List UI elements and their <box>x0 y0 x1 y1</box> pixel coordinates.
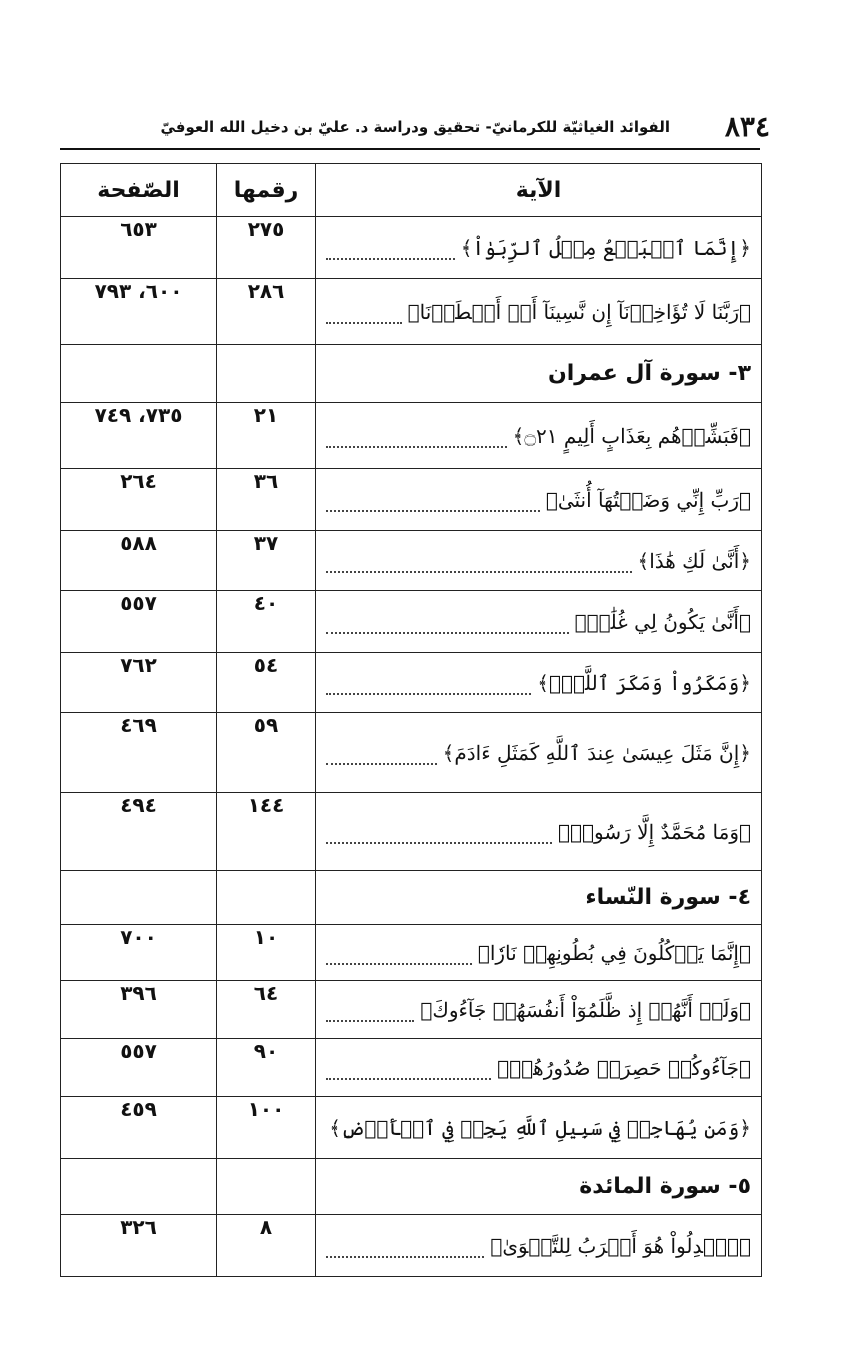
running-header <box>60 108 770 150</box>
verse-number-cell: ٥٤ <box>217 653 316 713</box>
surah-heading-row <box>61 345 762 403</box>
page-reference-cell: ٥٨٨ <box>61 531 217 591</box>
table-row <box>61 531 762 591</box>
verse-number-cell: ٢٧٥ <box>217 217 316 279</box>
table-row <box>61 793 762 871</box>
page-reference-cell: ٧٦٢ <box>61 653 217 713</box>
verse-text: ﴿رَبَّنَا لَا تُؤَاخِذۡنَآ إِن نَّسِينَآ أَوۡ أَخۡطَأۡنَا﴾ <box>407 299 751 324</box>
leader-dots <box>326 1066 491 1080</box>
verse-number-cell: ٦٤ <box>217 981 316 1039</box>
verse-text: ﴿أَنَّىٰ لَكِ هَٰذَا﴾ <box>637 548 751 573</box>
page-reference-cell <box>61 871 217 925</box>
surah-title-cell <box>316 871 762 925</box>
leader-dots <box>326 559 632 573</box>
verse-number-cell: ١٠ <box>217 925 316 981</box>
table-row <box>61 279 762 345</box>
table-row <box>61 1215 762 1277</box>
leader-dots <box>326 681 531 695</box>
page-reference-cell <box>61 345 217 403</box>
verse-number-cell: ٣٧ <box>217 531 316 591</box>
verse-number-cell <box>217 871 316 925</box>
verse-number-cell: ٢١ <box>217 403 316 469</box>
verse-cell <box>316 531 762 591</box>
verse-number-cell: ١٠٠ <box>217 1097 316 1159</box>
leader-dots <box>326 434 507 448</box>
verse-text: ﴿ٱعۡدِلُواْ هُوَ أَقۡرَبُ لِلتَّقۡوَىٰ﴾ <box>490 1233 751 1258</box>
verse-text: ﴿وَلَوۡ أَنَّهُمۡ إِذ ظَّلَمُوٓاْ أَنفُسَهُمۡ جَآءُوكَ﴾ <box>420 997 751 1022</box>
leader-dots <box>326 246 455 260</box>
verse-text: ﴿جَآءُوكُمۡ حَصِرَتۡ صُدُورُهُمۡ﴾ <box>497 1055 751 1080</box>
verse-cell <box>316 713 762 793</box>
column-header-number: رقمها <box>217 164 316 217</box>
verse-text: ﴿فَبَشِّرۡهُم بِعَذَابٍ أَلِيمٍ ۝٢١﴾ <box>512 423 751 448</box>
running-title: الفوائد الغياثيّة للكرمانيّ- تحقيق ودراسة د. عليّ بن دخيل الله العوفيّ <box>160 118 670 136</box>
page-reference-cell: ٣٩٦ <box>61 981 217 1039</box>
page-reference-cell: ٤٦٩ <box>61 713 217 793</box>
verse-number-cell: ٤٠ <box>217 591 316 653</box>
verse-number-cell: ٢٨٦ <box>217 279 316 345</box>
verse-text: ﴿وَمَن يُهَاجِرۡ فِي سَبِيلِ ٱللَّهِ يَجِدۡ فِي ٱلۡأَرۡضِ﴾ <box>329 1115 751 1140</box>
surah-heading-row <box>61 1159 762 1215</box>
table-row <box>61 217 762 279</box>
page-reference-cell: ٤٩٤ <box>61 793 217 871</box>
page-reference-cell <box>61 1159 217 1215</box>
column-header-page: الصّفحة <box>61 164 217 217</box>
verse-cell <box>316 217 762 279</box>
verse-text: ﴿وَمَكَرُواْ وَمَكَرَ ٱللَّهُۖ﴾ <box>537 670 751 695</box>
verse-text: ﴿رَبِّ إِنِّي وَضَعۡتُهَآ أُنثَىٰ﴾ <box>545 487 751 512</box>
column-header-verse: الآية <box>316 164 762 217</box>
leader-dots <box>326 310 402 324</box>
verse-cell <box>316 793 762 871</box>
page-reference-cell: ٧٠٠ <box>61 925 217 981</box>
surah-heading-row <box>61 871 762 925</box>
verse-cell <box>316 981 762 1039</box>
verse-text: ﴿وَمَا مُحَمَّدٌ إِلَّا رَسُولٞ﴾ <box>558 819 751 844</box>
verse-cell <box>316 469 762 531</box>
page-reference-cell: ٤٥٩ <box>61 1097 217 1159</box>
verse-cell <box>316 403 762 469</box>
surah-title-cell <box>316 1159 762 1215</box>
table-row <box>61 469 762 531</box>
verse-text: ﴿إِنَّ مَثَلَ عِيسَىٰ عِندَ ٱللَّهِ كَمَثَلِ ءَادَمَ﴾ <box>442 740 751 765</box>
page-reference-cell: ٦٥٣ <box>61 217 217 279</box>
page-number: ٨٣٤ <box>724 110 770 143</box>
table-row <box>61 591 762 653</box>
verse-number-cell: ١٤٤ <box>217 793 316 871</box>
surah-title: ٣- سورة آل عمران <box>547 361 751 386</box>
verse-cell <box>316 1215 762 1277</box>
leader-dots <box>326 951 472 965</box>
surah-title: ٥- سورة المائدة <box>579 1174 751 1199</box>
verse-number-cell: ٨ <box>217 1215 316 1277</box>
verse-cell <box>316 925 762 981</box>
table-row <box>61 925 762 981</box>
table-row <box>61 981 762 1039</box>
table-row <box>61 653 762 713</box>
verse-index-table <box>60 163 762 1277</box>
table-header-row <box>61 164 762 217</box>
verse-cell <box>316 279 762 345</box>
page-reference-cell: ٦٠٠، ٧٩٣ <box>61 279 217 345</box>
verse-text: ﴿أَنَّىٰ يَكُونُ لِي غُلَٰمٞ﴾ <box>574 609 751 634</box>
verse-number-cell: ٥٩ <box>217 713 316 793</box>
page-reference-cell: ٥٥٧ <box>61 591 217 653</box>
leader-dots <box>326 1008 414 1022</box>
page-reference-cell: ٢٦٤ <box>61 469 217 531</box>
verse-text: ﴿إِنَّمَا يَأۡكُلُونَ فِي بُطُونِهِمۡ نَارٗا﴾ <box>477 940 751 965</box>
table-row <box>61 1097 762 1159</box>
leader-dots <box>326 830 552 844</box>
page-reference-cell: ٣٢٦ <box>61 1215 217 1277</box>
table-row <box>61 403 762 469</box>
verse-number-cell <box>217 1159 316 1215</box>
page-reference-cell: ٧٣٥، ٧٤٩ <box>61 403 217 469</box>
table-row <box>61 1039 762 1097</box>
verse-cell <box>316 653 762 713</box>
verse-text: ﴿إِنَّمَا ٱلۡبَيۡعُ مِثۡلُ ٱلرِّبَوٰاْ﴾ <box>460 235 751 260</box>
leader-dots <box>326 498 540 512</box>
verse-cell <box>316 1039 762 1097</box>
verse-cell <box>316 591 762 653</box>
page-reference-cell: ٥٥٧ <box>61 1039 217 1097</box>
verse-number-cell <box>217 345 316 403</box>
leader-dots <box>326 620 569 634</box>
leader-dots <box>326 1244 484 1258</box>
verse-cell <box>316 1097 762 1159</box>
surah-title: ٤- سورة النّساء <box>585 885 751 910</box>
table-row <box>61 713 762 793</box>
surah-title-cell <box>316 345 762 403</box>
verse-number-cell: ٩٠ <box>217 1039 316 1097</box>
verse-number-cell: ٣٦ <box>217 469 316 531</box>
leader-dots <box>326 751 437 765</box>
